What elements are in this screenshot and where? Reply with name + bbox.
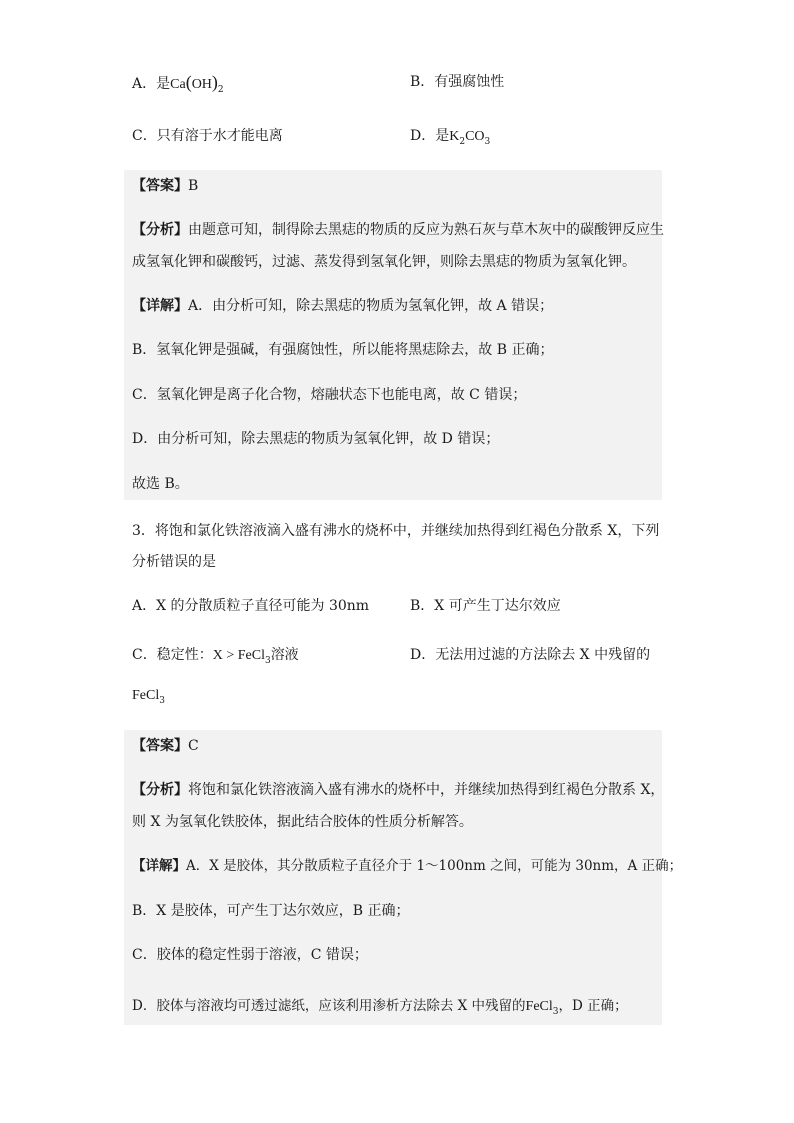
q3-option-c-text: C．稳定性： xyxy=(132,647,213,663)
q3-stem-line-1: 3．将饱和氯化铁溶液滴入盛有沸水的烧杯中，并继续加热得到红褐色分散系 X，下列 xyxy=(132,523,660,539)
analysis-text: 将饱和氯化铁溶液滴入盛有沸水的烧杯中，并继续加热得到红褐色分散系 X， xyxy=(188,782,665,798)
q3-stem-line-2: 分析错误的是 xyxy=(132,554,216,570)
detail-text: A．X 是胶体，其分散质粒子直径介于 1～100nm 之间，可能为 30nm，A 正确； xyxy=(186,858,683,874)
q2-option-a-chem: Ca xyxy=(170,77,186,92)
q3-detail-c: C．胶体的稳定性弱于溶液，C 错误； xyxy=(132,947,368,963)
q3-analysis-line-2: 则 X 为氢氧化铁胶体，据此结合胶体的性质分析解答。 xyxy=(132,814,473,830)
q3-option-d-line-2 xyxy=(132,685,165,707)
q2-answer xyxy=(132,176,198,196)
q2-option-d-text: D．是 xyxy=(410,128,450,144)
q2-detail-a xyxy=(132,296,553,316)
answer-tag: 【答案】 xyxy=(132,178,188,194)
q2-detail-b: B．氢氧化钾是强碱，有强腐蚀性，所以能将黑痣除去，故 B 正确； xyxy=(132,342,554,358)
answer-tag: 【答案】 xyxy=(132,738,188,754)
detail-text: A．由分析可知，除去黑痣的物质为氢氧化钾，故 A 错误； xyxy=(188,298,554,314)
answer-value: B xyxy=(188,178,199,194)
q3-option-d-line-1: D．无法用过滤的方法除去 X 中残留的 xyxy=(410,647,651,663)
analysis-tag: 【分析】 xyxy=(132,222,188,238)
subscript: 3 xyxy=(264,656,271,666)
detail-text: D．胶体与溶液均可透过滤纸，应该利用渗析方法除去 X 中残留的 xyxy=(132,998,526,1014)
q2-option-a xyxy=(132,72,224,96)
subscript: 2 xyxy=(459,137,466,147)
q3-option-d-chem: FeCl xyxy=(132,688,160,703)
q2-analysis-line-2: 成氢氧化钾和碳酸钙，过滤、蒸发得到氢氧化钾，则除去黑痣的物质为氢氧化钾。 xyxy=(132,254,636,270)
q3-detail-b: B．X 是胶体，可产生丁达尔效应，B 正确； xyxy=(132,903,410,919)
q2-option-d-co: CO xyxy=(465,129,485,144)
q3-option-c-chem: X > FeCl xyxy=(212,648,265,663)
q2-option-d xyxy=(410,126,490,148)
paren-close: ) xyxy=(211,72,218,92)
q2-conclusion: 故选 B。 xyxy=(132,476,189,492)
q2-option-a-oh: OH xyxy=(191,77,212,92)
analysis-text: 由题意可知，制得除去黑痣的物质的反应为熟石灰与草木灰中的碳酸钾反应生 xyxy=(188,222,664,238)
answer-value: C xyxy=(188,738,199,754)
q2-option-a-text: A．是 xyxy=(132,76,171,92)
q3-option-b: B．X 可产生丁达尔效应 xyxy=(410,598,561,614)
subscript: 3 xyxy=(552,1007,559,1017)
detail-post: ，D 正确； xyxy=(558,998,628,1014)
analysis-tag: 【分析】 xyxy=(132,782,188,798)
subscript: 3 xyxy=(159,696,165,706)
q2-detail-c: C．氢氧化钾是离子化合物，熔融状态下也能电离，故 C 错误； xyxy=(132,387,527,403)
subscript: 2 xyxy=(217,85,224,95)
q3-option-c-post: 溶液 xyxy=(270,647,299,663)
q2-option-d-k: K xyxy=(449,129,460,144)
q3-answer-box xyxy=(124,730,665,1025)
q3-answer xyxy=(132,736,199,756)
q2-analysis-line-1 xyxy=(132,220,664,240)
paren-open: ( xyxy=(185,72,192,92)
q3-detail-d xyxy=(132,996,628,1018)
q2-detail-d: D．由分析可知，除去黑痣的物质为氢氧化钾，故 D 错误； xyxy=(132,431,500,447)
q3-option-a: A．X 的分散质粒子直径可能为 30nm xyxy=(132,598,370,614)
detail-tag: 【详解】 xyxy=(132,298,188,314)
q3-detail-a xyxy=(132,856,682,876)
q3-analysis-line-1 xyxy=(132,780,664,800)
q2-option-c: C．只有溶于水才能电离 xyxy=(132,128,283,144)
q2-option-b: B．有强腐蚀性 xyxy=(410,74,505,90)
q3-option-c xyxy=(132,645,299,667)
detail-tag: 【详解】 xyxy=(132,858,186,874)
subscript: 3 xyxy=(484,137,491,147)
detail-chem: FeCl xyxy=(525,999,553,1014)
